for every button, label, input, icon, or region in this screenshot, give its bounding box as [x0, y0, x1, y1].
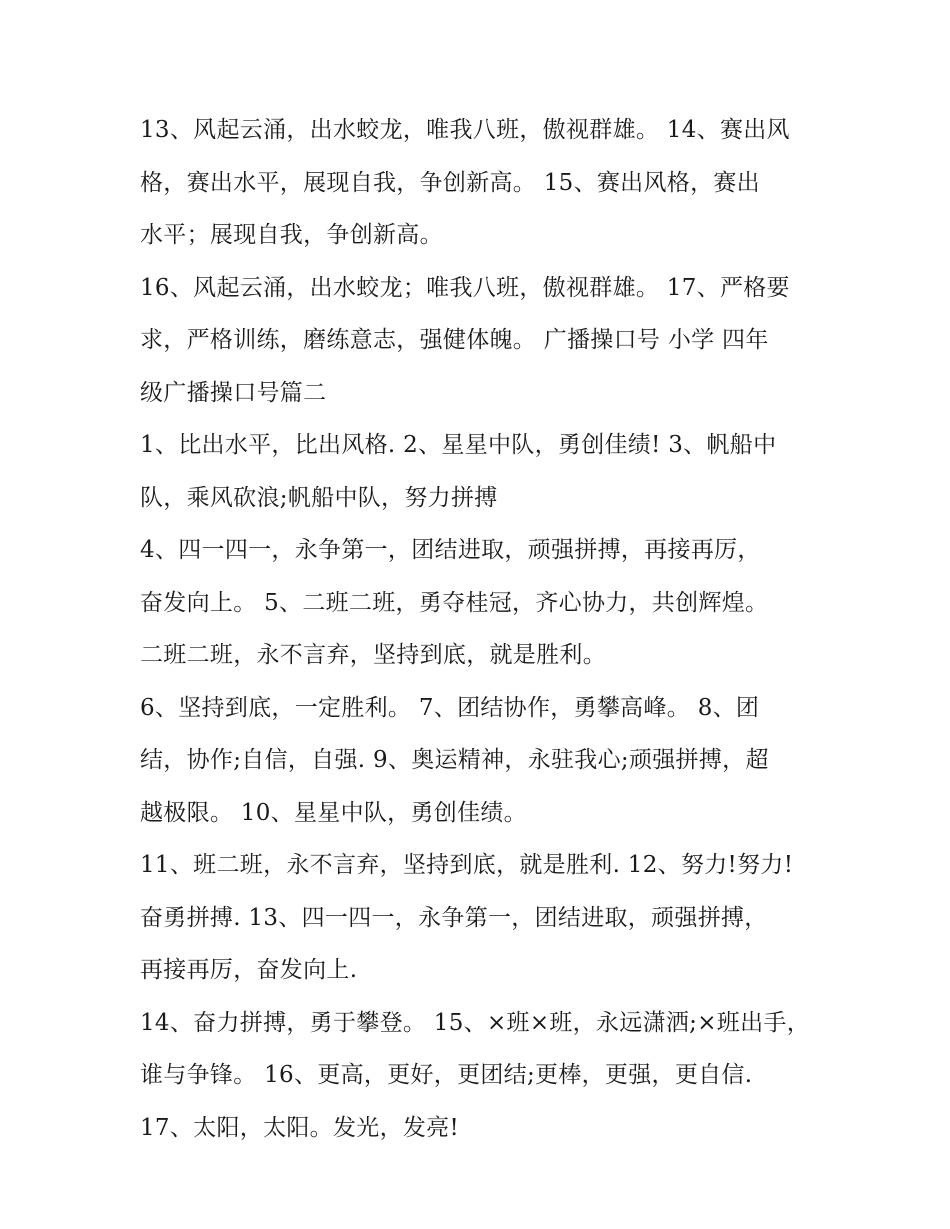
paragraph	[140, 682, 812, 840]
text-line: 14、奋力拼搏，勇于攀登。 15、×班×班，永远潇洒;×班出手，	[140, 1009, 811, 1036]
text-line: 越极限。 10、星星中队，勇创佳绩。	[140, 799, 527, 826]
text-line: 再接再厉，奋发向上.	[140, 957, 358, 983]
paragraph	[140, 839, 812, 997]
text-line: 1、比出水平，比出风格. 2、星星中队，勇创佳绩! 3、帆船中	[140, 432, 777, 458]
text-line: 奋勇拼搏. 13、四一四一，永争第一，团结进取，顽强拼搏，	[140, 904, 768, 931]
text-line: 级广播操口号篇二	[140, 379, 327, 406]
text-line: 水平；展现自我，争创新高。	[140, 222, 443, 248]
text-line: 二班二班，永不言弃，坚持到底，就是胜利。	[140, 642, 606, 668]
text-line: 16、风起云涌，出水蛟龙；唯我八班，傲视群雄。 17、严格要	[140, 274, 790, 301]
text-line: 11、班二班，永不言弃，坚持到底，就是胜利. 12、努力!努力!	[140, 852, 794, 878]
paragraph	[140, 524, 812, 682]
text-line: 谁与争锋。 16、更高，更好，更团结;更棒，更强，更自信.	[140, 1062, 753, 1088]
text-line: 队，乘风砍浪;帆船中队，努力拼搏	[140, 484, 498, 511]
text-line: 6、坚持到底，一定胜利。 7、团结协作，勇攀高峰。 8、团	[140, 694, 760, 721]
text-line: 13、风起云涌，出水蛟龙，唯我八班，傲视群雄。 14、赛出风	[140, 117, 790, 143]
paragraph	[140, 104, 812, 262]
text-line: 4、四一四一，永争第一，团结进取，顽强拼搏，再接再厉，	[140, 537, 761, 563]
paragraph	[140, 997, 812, 1102]
document-body	[140, 104, 812, 1154]
text-line: 结，协作;自信，自强. 9、奥运精神，永驻我心;顽强拼搏，超	[140, 747, 769, 773]
paragraph	[140, 419, 812, 524]
text-line: 奋发向上。 5、二班二班，勇夺桂冠，齐心协力，共创辉煌。	[140, 589, 769, 616]
paragraph	[140, 1102, 812, 1155]
text-line: 求，严格训练，磨练意志，强健体魄。 广播操口号 小学 四年	[140, 327, 769, 353]
paragraph	[140, 262, 812, 420]
text-line: 17、太阳，太阳。发光，发亮!	[140, 1114, 460, 1141]
text-line: 格，赛出水平，展现自我，争创新高。 15、赛出风格，赛出	[140, 169, 760, 196]
